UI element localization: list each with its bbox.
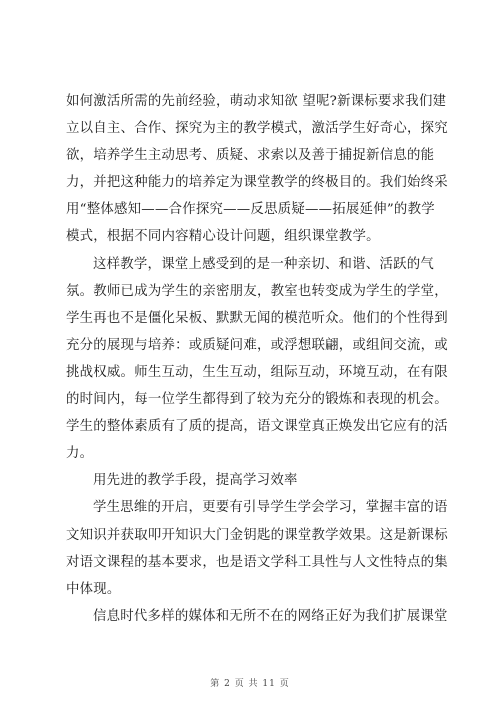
- text-line: 模式，根据不同内容精心设计问题，组织课堂教学。: [66, 229, 380, 245]
- text-line: 挑战权威。师生互动，生生互动，组际互动，环境互动，在有限: [66, 364, 448, 380]
- document-body: [66, 88, 448, 630]
- text-line: 氛。教师已成为学生的亲密朋友，教室也转变成为学生的学堂，: [66, 283, 448, 299]
- text-line: 立以自主、合作、探究为主的教学模式，激活学生好奇心，探究: [66, 121, 448, 137]
- text-line: 力。: [66, 446, 94, 462]
- text-line: 中体现。: [66, 581, 121, 597]
- text-line: 欲，培养学生主动思考、质疑、求索以及善于捕捉新信息的能: [66, 148, 435, 164]
- paragraph-first-line: 信息时代多样的媒体和无所不在的网络正好为我们扩展课堂: [93, 608, 448, 624]
- paragraph-first-line: 学生思维的开启，更要有引导学生学会学习，掌握丰富的语: [93, 500, 448, 516]
- page-number-footer: 第 2 页 共 11 页: [210, 679, 290, 689]
- text-line: 用“整体感知——合作探究——反思质疑——拓展延伸”的教学: [66, 202, 435, 218]
- text-line: 如何激活所需的先前经验，萌动求知欲 望呢?新课标要求我们建: [66, 94, 447, 109]
- text-line: 学生的整体素质有了质的提高，语文课堂真正焕发出它应有的活: [66, 419, 448, 435]
- section-heading: 用先进的教学手段，提高学习效率: [93, 473, 298, 489]
- paragraph-first-line: 这样教学，课堂上感受到的是一种亲切、和谐、活跃的气: [93, 256, 435, 272]
- text-line: 对语文课程的基本要求，也是语文学科工具性与人文性特点的集: [66, 554, 448, 570]
- text-line: 学生再也不是僵化呆板、默默无闻的模范听众。他们的个性得到: [66, 310, 448, 326]
- text-line: 的时间内，每一位学生都得到了较为充分的锻炼和表现的机会。: [66, 392, 448, 408]
- text-line: 文知识并获取叩开知识大门金钥匙的课堂教学效果。这是新课标: [66, 527, 448, 543]
- text-line: 充分的展现与培养：或质疑问难，或浮想联翩，或组间交流，或: [66, 337, 448, 353]
- text-line: 力，并把这种能力的培养定为课堂教学的终极目的。我们始终采: [66, 175, 448, 191]
